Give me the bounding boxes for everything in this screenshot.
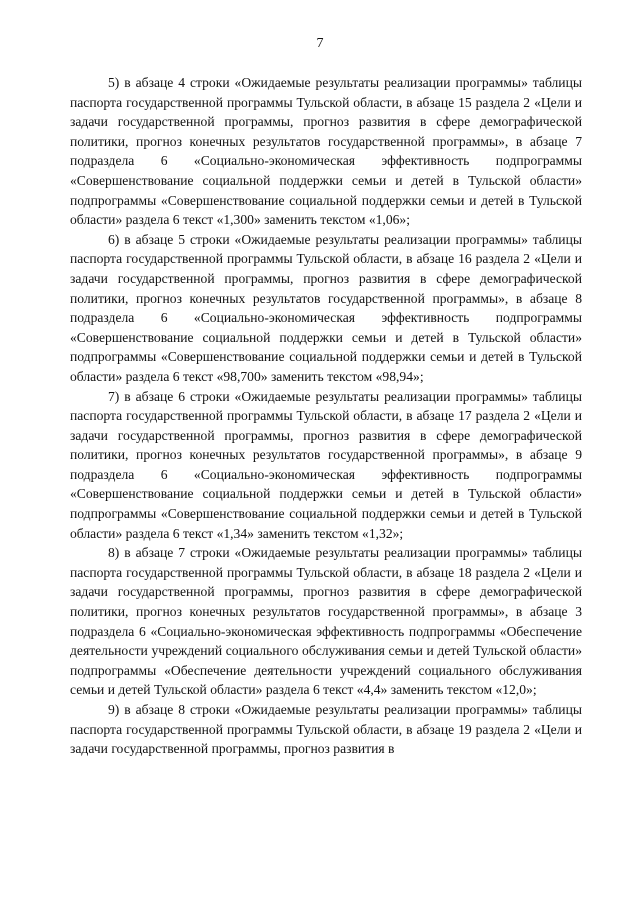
paragraph-item-8: 8) в абзаце 7 строки «Ожидаемые результаты реализации программы» таблицы паспорта государственной программы Тульской области, в абзаце 18 раздела 2 «Цели и задачи государственной программы, прогноз развития в сфере демографической политики, прогноз конечных результатов государственной программы», в абзаце 3 подраздела 6 «Социально-экономическая эффективность подпрограммы «Обеспечение деятельности учреждений социального обслуживания семьи и детей Тульской области» подпрограммы «Обеспечение деятельности учреждений социального обслуживания семьи и детей Тульской области» раздела 6 текст «4,4» заменить текстом «12,0»; (70, 545, 582, 698)
paragraph-item-9: 9) в абзаце 8 строки «Ожидаемые результаты реализации программы» таблицы паспорта государственной программы Тульской области, в абзаце 19 раздела 2 «Цели и задачи государственной программы, прогноз развития в (70, 702, 582, 757)
document-body (70, 73, 582, 759)
page-number: 7 (316, 36, 324, 51)
paragraph-item-6: 6) в абзаце 5 строки «Ожидаемые результаты реализации программы» таблицы паспорта государственной программы Тульской области, в абзаце 16 раздела 2 «Цели и задачи государственной программы, прогноз развития в сфере демографической политики, прогноз конечных результатов государственной программы», в абзаце 8 подраздела 6 «Социально-экономическая эффективность подпрограммы «Совершенствование социальной поддержки семьи и детей в Тульской области» подпрограммы «Совершенствование социальной поддержки семьи и детей в Тульской области» раздела 6 текст «98,700» заменить текстом «98,94»; (70, 231, 582, 384)
paragraph-item-7: 7) в абзаце 6 строки «Ожидаемые результаты реализации программы» таблицы паспорта государственной программы Тульской области, в абзаце 17 раздела 2 «Цели и задачи государственной программы, прогноз развития в сфере демографической политики, прогноз конечных результатов государственной программы», в абзаце 9 подраздела 6 «Социально-экономическая эффективность подпрограммы «Совершенствование социальной поддержки семьи и детей в Тульской области» подпрограммы «Совершенствование социальной поддержки семьи и детей в Тульской области» раздела 6 текст «1,34» заменить текстом «1,32»; (70, 388, 582, 541)
paragraph-item-5: 5) в абзаце 4 строки «Ожидаемые результаты реализации программы» таблицы паспорта государственной программы Тульской области, в абзаце 15 раздела 2 «Цели и задачи государственной программы, прогноз развития в сфере демографической политики, прогноз конечных результатов государственной программы», в абзаце 7 подраздела 6 «Социально-экономическая эффективность подпрограммы «Совершенствование социальной поддержки семьи и детей в Тульской области» подпрограммы «Совершенствование социальной поддержки семьи и детей в Тульской области» раздела 6 текст «1,300» заменить текстом «1,06»; (70, 75, 582, 228)
